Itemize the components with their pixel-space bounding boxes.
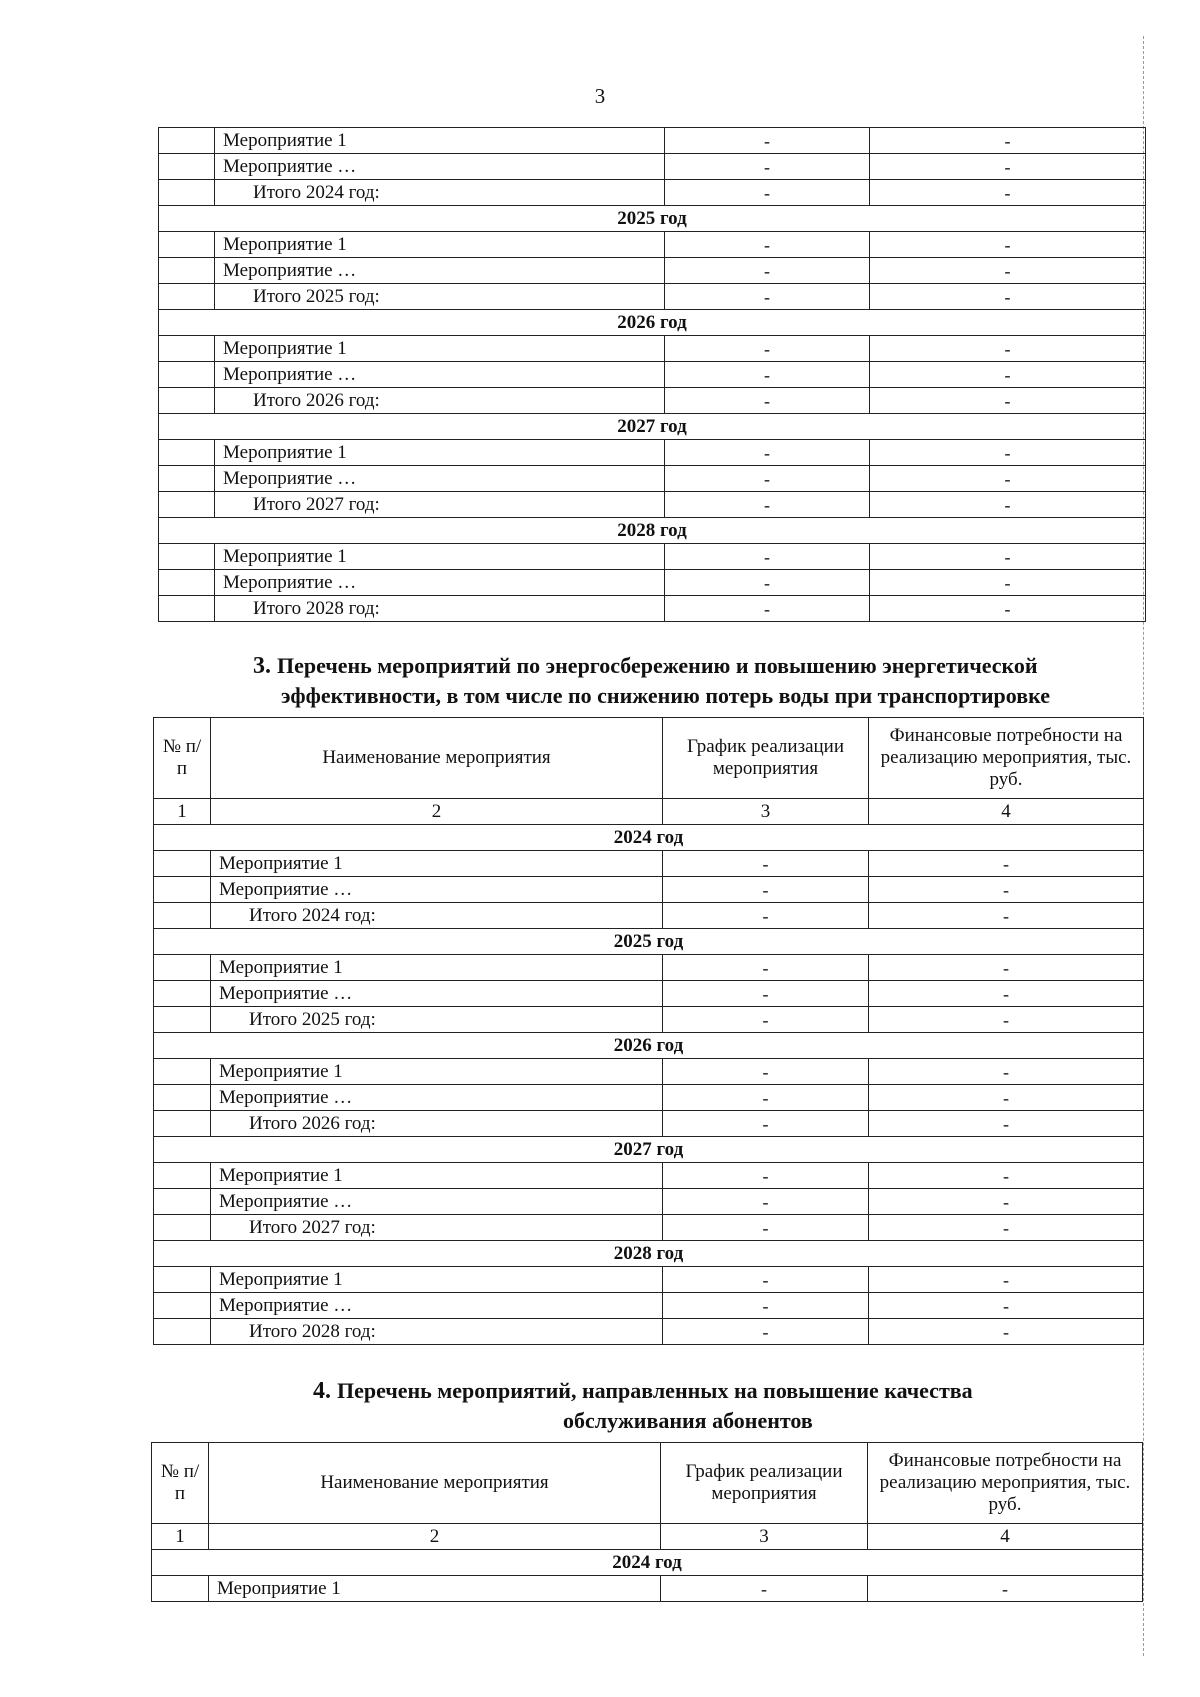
table-row: [154, 877, 1144, 903]
schedule-cell: -: [665, 440, 870, 466]
table-row: [154, 1085, 1144, 1111]
total-label: Итого 2028 год:: [215, 596, 665, 622]
measure-name: Мероприятие 1: [211, 1163, 663, 1189]
measure-name: Мероприятие …: [215, 570, 665, 596]
total-label: Итого 2025 год:: [211, 1007, 663, 1033]
header-num: № п/п: [154, 718, 211, 799]
finance-cell: -: [869, 877, 1144, 903]
total-label: Итого 2028 год:: [211, 1319, 663, 1345]
schedule-cell: -: [663, 1059, 869, 1085]
total-label: Итого 2025 год:: [215, 284, 665, 310]
row-number-cell: [152, 1576, 209, 1602]
section-3-title-line-1: [253, 651, 1050, 681]
row-number-cell: [159, 570, 215, 596]
year-header-row: [152, 1550, 1143, 1576]
schedule-cell: -: [665, 180, 870, 206]
finance-cell: -: [869, 981, 1144, 1007]
row-number-cell: [154, 1085, 211, 1111]
col-number-4: 4: [869, 799, 1144, 825]
schedule-cell: -: [663, 1163, 869, 1189]
row-number-cell: [154, 1319, 211, 1345]
col-number-1: 1: [154, 799, 211, 825]
total-row: [159, 492, 1146, 518]
total-label: Итого 2024 год:: [211, 903, 663, 929]
section-3-title-text-1: Перечень мероприятий по энергосбережению и повышению энергетической: [277, 653, 1038, 678]
schedule-cell: -: [663, 1267, 869, 1293]
row-number-cell: [154, 851, 211, 877]
row-number-cell: [159, 336, 215, 362]
header-finance: Финансовые потребности на реализацию мероприятия, тыс. руб.: [868, 1443, 1143, 1524]
row-number-cell: [159, 466, 215, 492]
year-label: 2028 год: [159, 518, 1146, 544]
table-row: [154, 981, 1144, 1007]
row-number-cell: [154, 955, 211, 981]
schedule-cell: -: [663, 1085, 869, 1111]
schedule-cell: -: [665, 388, 870, 414]
section-4-number: 4.: [313, 1378, 331, 1404]
measure-name: Мероприятие …: [215, 258, 665, 284]
measure-name: Мероприятие 1: [215, 232, 665, 258]
total-row: [159, 180, 1146, 206]
schedule-cell: -: [665, 362, 870, 388]
col-number-4: 4: [868, 1524, 1143, 1550]
row-number-cell: [159, 180, 215, 206]
measure-name: Мероприятие …: [211, 1085, 663, 1111]
section-4-title-line-1: [313, 1376, 973, 1406]
col-number-3: 3: [661, 1524, 868, 1550]
service-quality-measures-table: [151, 1442, 1143, 1602]
total-label: Итого 2024 год:: [215, 180, 665, 206]
row-number-cell: [159, 284, 215, 310]
table-row: [154, 1059, 1144, 1085]
finance-cell: -: [870, 284, 1146, 310]
section-3-heading: [253, 651, 1050, 710]
finance-cell: -: [869, 1111, 1144, 1137]
finance-cell: -: [869, 955, 1144, 981]
schedule-cell: -: [665, 284, 870, 310]
total-row: [159, 388, 1146, 414]
schedule-cell: -: [663, 955, 869, 981]
year-header-row: [154, 1241, 1144, 1267]
measure-name: Мероприятие 1: [215, 440, 665, 466]
row-number-cell: [159, 258, 215, 284]
total-label: Итого 2026 год:: [211, 1111, 663, 1137]
table-row: [154, 955, 1144, 981]
table-row: [154, 1267, 1144, 1293]
finance-cell: -: [870, 388, 1146, 414]
schedule-cell: -: [665, 154, 870, 180]
finance-cell: -: [869, 1215, 1144, 1241]
header-schedule: График реализации мероприятия: [661, 1443, 868, 1524]
finance-cell: -: [869, 1319, 1144, 1345]
measure-name: Мероприятие …: [215, 154, 665, 180]
measure-name: Мероприятие 1: [215, 128, 665, 154]
finance-cell: -: [869, 1163, 1144, 1189]
schedule-cell: -: [663, 1215, 869, 1241]
schedule-cell: -: [663, 1111, 869, 1137]
measure-name: Мероприятие 1: [215, 336, 665, 362]
row-number-cell: [154, 1293, 211, 1319]
schedule-cell: -: [665, 544, 870, 570]
col-number-2: 2: [211, 799, 663, 825]
row-number-cell: [154, 1215, 211, 1241]
row-number-cell: [154, 1189, 211, 1215]
year-label: 2024 год: [154, 825, 1144, 851]
measure-name: Мероприятие 1: [211, 851, 663, 877]
row-number-cell: [159, 362, 215, 388]
year-label: 2026 год: [159, 310, 1146, 336]
finance-cell: -: [870, 492, 1146, 518]
finance-cell: -: [870, 128, 1146, 154]
table-row: [159, 362, 1146, 388]
year-label: 2028 год: [154, 1241, 1144, 1267]
year-label: 2027 год: [159, 414, 1146, 440]
table-row: [159, 440, 1146, 466]
finance-cell: -: [870, 154, 1146, 180]
row-number-cell: [154, 877, 211, 903]
finance-cell: -: [870, 336, 1146, 362]
table-row: [159, 154, 1146, 180]
table-row: [159, 232, 1146, 258]
finance-cell: -: [868, 1576, 1143, 1602]
total-row: [154, 1111, 1144, 1137]
row-number-cell: [154, 1007, 211, 1033]
finance-cell: -: [869, 1059, 1144, 1085]
section-4-heading: [313, 1376, 973, 1435]
row-number-cell: [159, 440, 215, 466]
row-number-cell: [154, 1111, 211, 1137]
schedule-cell: -: [665, 336, 870, 362]
schedule-cell: -: [661, 1576, 868, 1602]
schedule-cell: -: [663, 903, 869, 929]
row-number-cell: [159, 154, 215, 180]
header-name: Наименование мероприятия: [211, 718, 663, 799]
page-number: 3: [594, 84, 606, 108]
finance-cell: -: [869, 1085, 1144, 1111]
schedule-cell: -: [665, 258, 870, 284]
schedule-cell: -: [663, 1293, 869, 1319]
finance-cell: -: [869, 1007, 1144, 1033]
schedule-cell: -: [663, 1007, 869, 1033]
header-num: № п/п: [152, 1443, 209, 1524]
total-row: [154, 1215, 1144, 1241]
total-row: [159, 284, 1146, 310]
year-header-row: [159, 518, 1146, 544]
year-header-row: [154, 929, 1144, 955]
finance-cell: -: [869, 851, 1144, 877]
continued-measures-table: [158, 127, 1146, 622]
table-row: [154, 851, 1144, 877]
section-4-title-line-2: обслуживания абонентов: [563, 1408, 813, 1433]
table-row: [159, 466, 1146, 492]
column-number-row: [152, 1524, 1143, 1550]
finance-cell: -: [869, 1189, 1144, 1215]
row-number-cell: [159, 232, 215, 258]
row-number-cell: [159, 388, 215, 414]
finance-cell: -: [869, 903, 1144, 929]
measure-name: Мероприятие …: [211, 1293, 663, 1319]
column-number-row: [154, 799, 1144, 825]
measure-name: Мероприятие 1: [215, 544, 665, 570]
col-number-3: 3: [663, 799, 869, 825]
measure-name: Мероприятие 1: [211, 1267, 663, 1293]
measure-name: Мероприятие …: [211, 981, 663, 1007]
section-3-number: 3.: [253, 653, 271, 679]
year-header-row: [159, 206, 1146, 232]
finance-cell: -: [870, 258, 1146, 284]
table-row: [154, 1293, 1144, 1319]
schedule-cell: -: [663, 877, 869, 903]
row-number-cell: [154, 1163, 211, 1189]
measure-name: Мероприятие 1: [211, 955, 663, 981]
section-4-title-text-1: Перечень мероприятий, направленных на повышение качества: [337, 1378, 973, 1403]
measure-name: Мероприятие …: [211, 877, 663, 903]
total-label: Итого 2027 год:: [215, 492, 665, 518]
finance-cell: -: [870, 232, 1146, 258]
measure-name: Мероприятие …: [215, 362, 665, 388]
total-row: [154, 903, 1144, 929]
schedule-cell: -: [663, 1189, 869, 1215]
row-number-cell: [159, 596, 215, 622]
measure-name: Мероприятие 1: [211, 1059, 663, 1085]
row-number-cell: [154, 981, 211, 1007]
schedule-cell: -: [665, 492, 870, 518]
col-number-1: 1: [152, 1524, 209, 1550]
table-row: [159, 336, 1146, 362]
table-row: [159, 128, 1146, 154]
energy-saving-measures-table: [153, 717, 1144, 1345]
section-3-title-line-2: эффективности, в том числе по снижению потерь воды при транспортировке: [281, 683, 1050, 708]
schedule-cell: -: [665, 570, 870, 596]
finance-cell: -: [870, 362, 1146, 388]
year-header-row: [159, 310, 1146, 336]
finance-cell: -: [869, 1267, 1144, 1293]
schedule-cell: -: [663, 851, 869, 877]
year-label: 2025 год: [154, 929, 1144, 955]
row-number-cell: [159, 128, 215, 154]
header-name: Наименование мероприятия: [209, 1443, 661, 1524]
year-header-row: [154, 1137, 1144, 1163]
year-label: 2026 год: [154, 1033, 1144, 1059]
finance-cell: -: [870, 180, 1146, 206]
schedule-cell: -: [665, 596, 870, 622]
measure-name: Мероприятие 1: [209, 1576, 661, 1602]
table-row: [154, 1189, 1144, 1215]
total-row: [154, 1319, 1144, 1345]
table-row: [159, 570, 1146, 596]
row-number-cell: [154, 903, 211, 929]
total-row: [154, 1007, 1144, 1033]
table-row: [154, 1163, 1144, 1189]
header-row: [152, 1443, 1143, 1524]
col-number-2: 2: [209, 1524, 661, 1550]
year-header-row: [154, 1033, 1144, 1059]
schedule-cell: -: [663, 1319, 869, 1345]
year-label: 2025 год: [159, 206, 1146, 232]
year-header-row: [159, 414, 1146, 440]
finance-cell: -: [869, 1293, 1144, 1319]
header-row: [154, 718, 1144, 799]
row-number-cell: [159, 544, 215, 570]
year-label: 2024 год: [152, 1550, 1143, 1576]
finance-cell: -: [870, 596, 1146, 622]
schedule-cell: -: [663, 981, 869, 1007]
year-header-row: [154, 825, 1144, 851]
total-row: [159, 596, 1146, 622]
total-label: Итого 2027 год:: [211, 1215, 663, 1241]
measure-name: Мероприятие …: [211, 1189, 663, 1215]
finance-cell: -: [870, 466, 1146, 492]
row-number-cell: [154, 1059, 211, 1085]
header-finance: Финансовые потребности на реализацию мероприятия, тыс. руб.: [869, 718, 1144, 799]
finance-cell: -: [870, 544, 1146, 570]
measure-name: Мероприятие …: [215, 466, 665, 492]
finance-cell: -: [870, 440, 1146, 466]
schedule-cell: -: [665, 466, 870, 492]
table-row: [159, 258, 1146, 284]
year-label: 2027 год: [154, 1137, 1144, 1163]
row-number-cell: [154, 1267, 211, 1293]
total-label: Итого 2026 год:: [215, 388, 665, 414]
schedule-cell: -: [665, 232, 870, 258]
table-row: [152, 1576, 1143, 1602]
finance-cell: -: [870, 570, 1146, 596]
header-schedule: График реализации мероприятия: [663, 718, 869, 799]
row-number-cell: [159, 492, 215, 518]
table-row: [159, 544, 1146, 570]
schedule-cell: -: [665, 128, 870, 154]
